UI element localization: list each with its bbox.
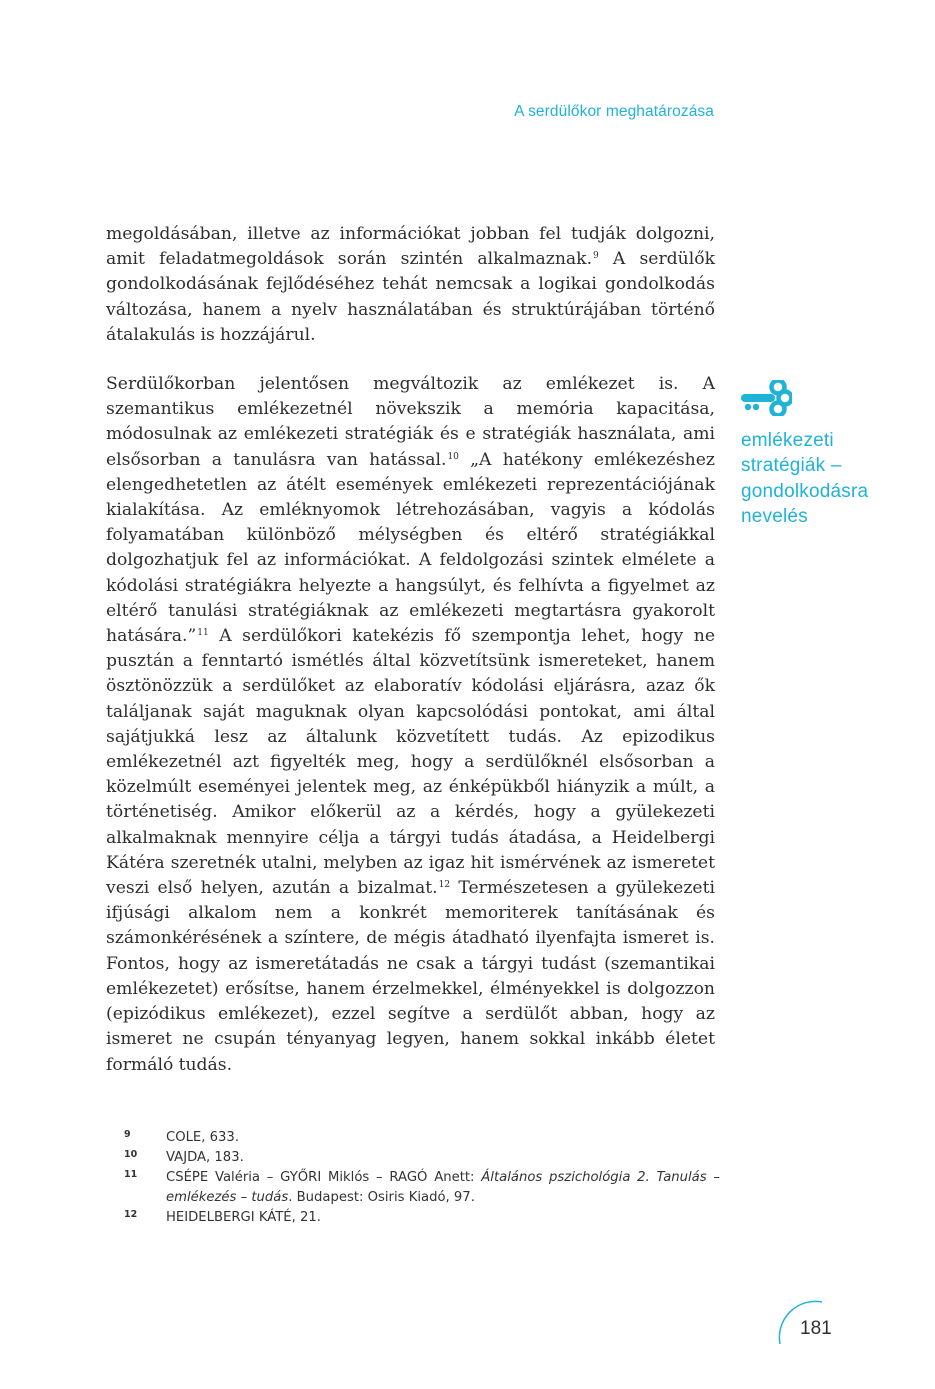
footnote-text (166, 1168, 720, 1208)
footnote (120, 1128, 720, 1148)
text-run: megoldásában, illetve az információkat jobban fel tudják dolgozni, amit feladatmegoldások során szintén alkalmaznak. (106, 224, 715, 270)
footnote-number: 11 (124, 1169, 138, 1180)
footnote-text: HEIDELBERGI KÁTÉ, 21. (166, 1210, 321, 1225)
paragraph (106, 222, 715, 348)
key-icon (740, 380, 792, 416)
main-text (106, 222, 715, 1078)
footnote (120, 1168, 720, 1208)
footnote-text: VAJDA, 183. (166, 1150, 244, 1165)
running-header: A serdülőkor meghatározása (514, 103, 714, 120)
footnote-text-part: CSÉPE Valéria – GYŐRI Miklós – RAGÓ Anett: (166, 1170, 482, 1185)
footnote-ref[interactable]: 9 (593, 251, 599, 262)
margin-note (741, 428, 931, 529)
footnote-number: 12 (124, 1209, 138, 1220)
text-run: A serdülőkori katekézis fő szempontja lehet, hogy ne pusztán a fenntartó ismétlés által közvetítsünk ismereteket, hanem ösztönözzük a serdülőket az elaboratív kódolási eljárásra, azaz ők találjanak saját maguknak olyan kapcsolódási pontokat, ami által sajátjukká lesz az általunk közvetített tudás. Az epizodikus emlékezetnél azt figyelték meg, hogy a serdülőknél elsősorban a közelmúlt eseményei jelentek meg, az énképükből hiányzik a múlt, a történetiség. Amikor előkerül az a kérdés, hogy a gyülekezeti alkalmaknak mennyire célja a tárgyi tudás átadása, a Heidelbergi Kátéra szeretnék utalni, melyben az igaz hit ismérvének az ismeretet veszi első helyen, azután a bizalmat. (106, 626, 715, 899)
paragraph (106, 372, 715, 1078)
text-run: Természetesen a gyülekezeti ifjúsági alkalom nem a konkrét memoriterek tanításának és számonkérésének a színtere, de mégis átadható ilyenfajta ismeret is. Fontos, hogy az ismeretátadás ne csak a tárgyi tudást (szemantikai emlékezetet) erősítse, hanem érzelmekkel, élményekkel is dolgozzon (epizódikus emlékezet), ezzel segítve a serdülőt abban, hogy az ismeret ne csupán tényanyag legyen, hanem sokkal inkább életet formáló tudás. (106, 878, 715, 1075)
footnote (120, 1148, 720, 1168)
footnote-book-title: Általános pszichológia 2. Tanulás – emlékezés – tudás (166, 1170, 720, 1205)
footnote (120, 1208, 720, 1228)
footnote-number: 9 (124, 1129, 131, 1140)
footnote-number: 10 (124, 1149, 138, 1160)
footnote-text: COLE, 633. (166, 1130, 240, 1145)
margin-note-line: emlékezeti (741, 430, 834, 451)
text-run: „A hatékony emlékezéshez elengedhetetlen az átélt események emlékezeti reprezentációjának kialakítása. Az emléknyomok létrehozásában, vagyis a kódolás folyamatában különböző mélységben és eltérő stratégiákkal dolgozhatjuk fel az információkat. A feldolgozási szintek elmélete a kódolási stratégiákra helyezte a hangsúlyt, és felhívta a figyelmet az eltérő tanulási stratégiáknak az emlékezeti megtartásra gyakorolt hatására.” (106, 449, 715, 647)
footnote-ref[interactable]: 10 (447, 451, 459, 462)
page-number: 181 (800, 1318, 832, 1339)
footnote-ref[interactable]: 11 (197, 628, 209, 639)
footnote-ref[interactable]: 12 (438, 880, 451, 891)
footnote-text-part: . Budapest: Osiris Kiadó, 97. (288, 1190, 475, 1205)
margin-note-line: nevelés (741, 505, 808, 527)
text-run: A serdülők gondolkodásának fejlődéséhez tehát nemcsak a logikai gondolkodás változása, hanem a nyelv használatában és struktúrájában történő átalakulás is hozzájárul. (106, 249, 715, 345)
text-run: Serdülőkorban jelentősen megváltozik az emlékezet is. A szemantikus emlékezetnél növekszik a memória kapacitása, módosulnak az emlékezeti stratégiák és e stratégiák használata, ami elsősorban a tanulásra van hatással. (106, 374, 715, 470)
footnotes (120, 1128, 720, 1228)
margin-note-line: stratégiák – (741, 455, 842, 477)
margin-note-line: gondolkodásra (741, 480, 869, 502)
